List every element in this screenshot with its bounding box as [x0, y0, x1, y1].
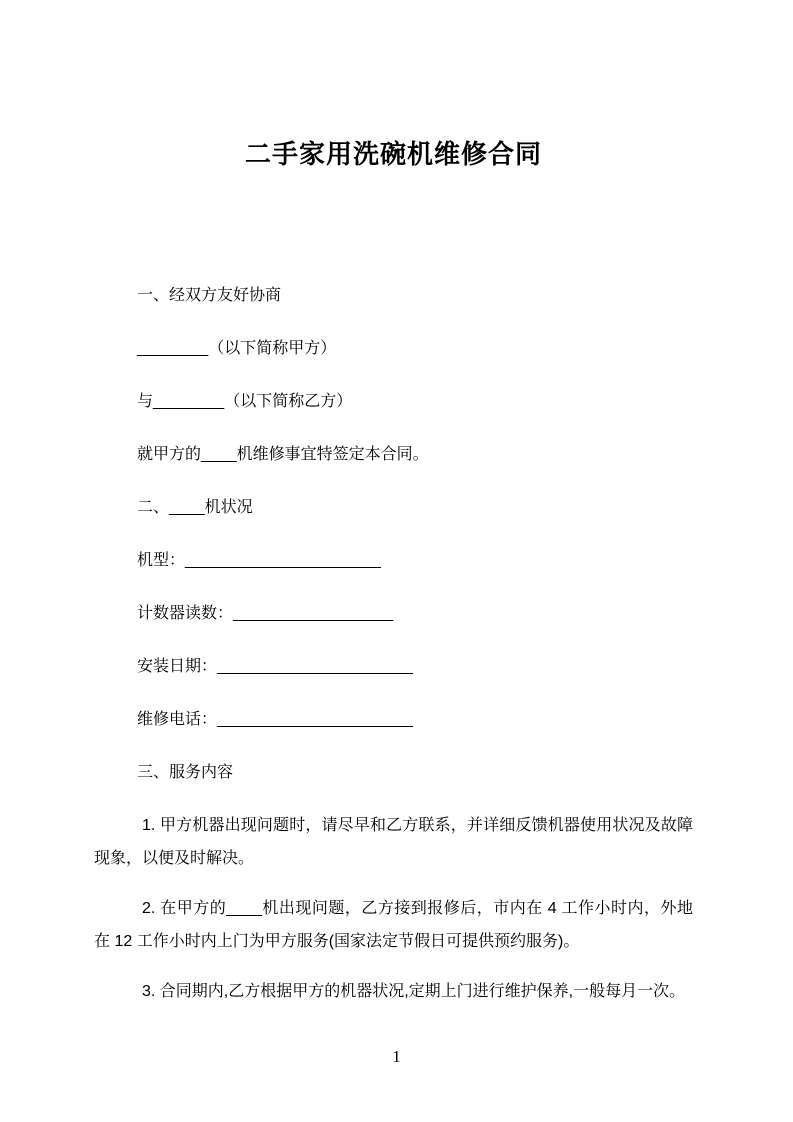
section-heading-1: 一、经双方友好协商 — [137, 287, 282, 304]
install-date-field-line: 安装日期：______________________ — [137, 658, 413, 675]
page-number: 1 — [392, 1047, 401, 1066]
section-heading-2: 二、____机状况 — [137, 499, 253, 516]
party-b-blank-line: 与________（以下简称乙方） — [137, 393, 353, 410]
service-terms — [94, 809, 693, 1008]
contract-paragraph-1: 1. 甲方机器出现问题时，请尽早和乙方联系，并详细反馈机器使用状况及故障现象，以便及时解决。 — [94, 817, 693, 867]
section-heading-3: 三、服务内容 — [137, 764, 234, 781]
machine-model-field-line: 机型：______________________ — [137, 552, 381, 569]
contract-purpose-line: 就甲方的____机维修事宜特签定本合同。 — [137, 446, 429, 463]
contract-paragraph-3: 3. 合同期内,乙方根据甲方的机器状况,定期上门进行维护保养,一般每月一次。 — [142, 983, 686, 1000]
contract-paragraph-2: 2. 在甲方的____机出现问题，乙方接到报修后，市内在 4 工作小时内，外地在 12 工作小时内上门为甲方服务(国家法定节假日可提供预约服务)。 — [94, 900, 693, 950]
document-title: 二手家用洗碗机维修合同 — [244, 139, 542, 169]
repair-phone-field-line: 维修电话：______________________ — [137, 711, 413, 728]
contract-lines — [94, 279, 693, 789]
counter-reading-field-line: 计数器读数：__________________ — [137, 605, 394, 622]
party-a-blank-line: ________（以下简称甲方） — [137, 340, 337, 357]
